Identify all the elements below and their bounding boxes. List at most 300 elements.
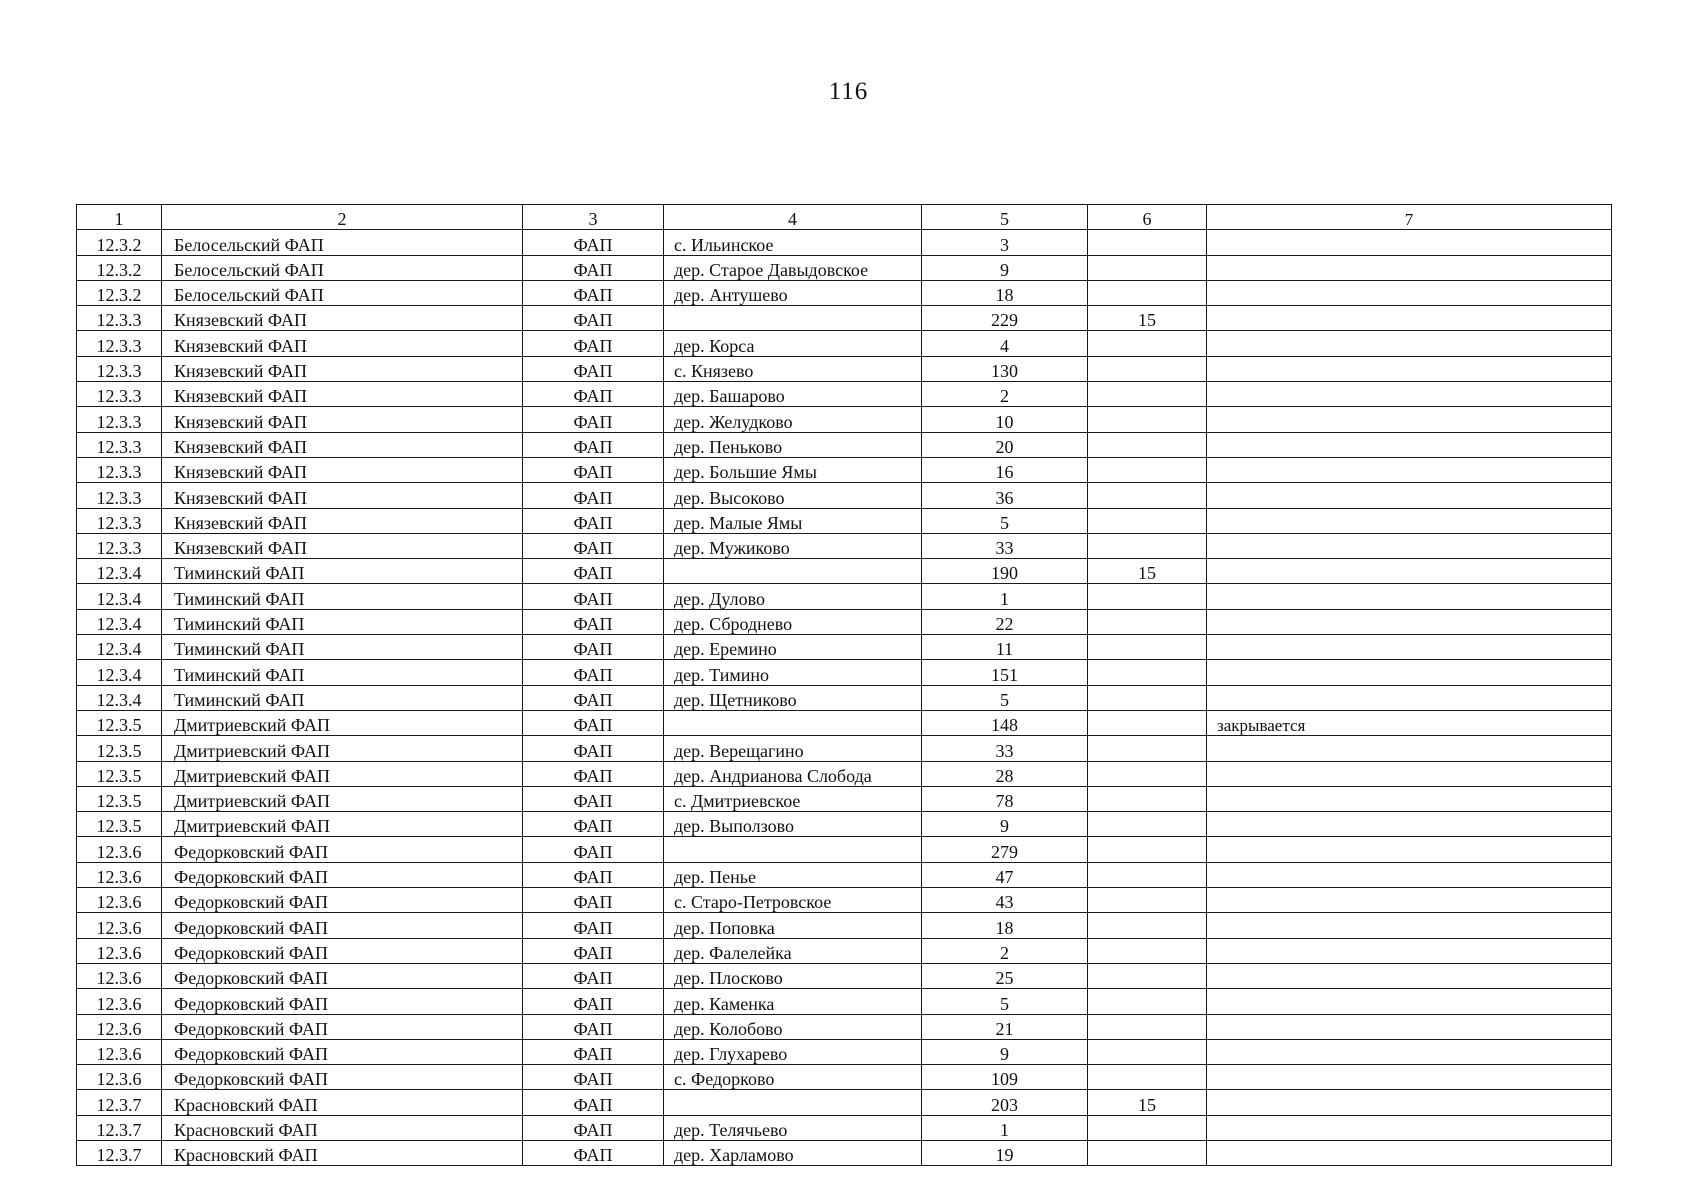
facility-type-cell: ФАП — [523, 533, 664, 558]
population-cell: 130 — [922, 356, 1088, 381]
population-cell: 18 — [922, 913, 1088, 938]
population-cell: 20 — [922, 432, 1088, 457]
column-6-value-cell — [1088, 660, 1207, 685]
facility-type-cell: ФАП — [523, 483, 664, 508]
note-cell — [1207, 938, 1612, 963]
facility-type-cell: ФАП — [523, 837, 664, 862]
row-number-cell: 12.3.6 — [77, 989, 162, 1014]
population-cell: 5 — [922, 508, 1088, 533]
note-cell — [1207, 888, 1612, 913]
row-number-cell: 12.3.6 — [77, 837, 162, 862]
column-6-value-cell — [1088, 584, 1207, 609]
settlement-name-cell: дер. Антушево — [664, 280, 922, 305]
facility-name-cell: Князевский ФАП — [162, 457, 523, 482]
column-header-4: 4 — [664, 205, 922, 230]
settlement-name-cell: с. Старо-Петровское — [664, 888, 922, 913]
facility-type-cell: ФАП — [523, 963, 664, 988]
population-cell: 148 — [922, 710, 1088, 735]
note-cell — [1207, 963, 1612, 988]
facility-type-cell: ФАП — [523, 382, 664, 407]
note-cell — [1207, 837, 1612, 862]
column-6-value-cell — [1088, 938, 1207, 963]
column-6-value-cell — [1088, 1115, 1207, 1140]
note-cell — [1207, 1090, 1612, 1115]
note-cell — [1207, 230, 1612, 255]
facility-name-cell: Красновский ФАП — [162, 1090, 523, 1115]
facility-type-cell: ФАП — [523, 989, 664, 1014]
population-cell: 1 — [922, 1115, 1088, 1140]
facility-name-cell: Дмитриевский ФАП — [162, 736, 523, 761]
note-cell — [1207, 989, 1612, 1014]
column-6-value-cell — [1088, 913, 1207, 938]
facility-name-cell: Князевский ФАП — [162, 306, 523, 331]
facility-name-cell: Князевский ФАП — [162, 382, 523, 407]
settlement-name-cell: дер. Сброднево — [664, 609, 922, 634]
note-cell — [1207, 457, 1612, 482]
row-number-cell: 12.3.3 — [77, 407, 162, 432]
row-number-cell: 12.3.6 — [77, 938, 162, 963]
settlement-name-cell: дер. Дулово — [664, 584, 922, 609]
table-row — [77, 255, 1612, 280]
facility-type-cell: ФАП — [523, 812, 664, 837]
note-cell — [1207, 1140, 1612, 1165]
settlement-name-cell: дер. Плосково — [664, 963, 922, 988]
column-6-value-cell — [1088, 508, 1207, 533]
note-cell — [1207, 685, 1612, 710]
facility-name-cell: Тиминский ФАП — [162, 660, 523, 685]
column-6-value-cell — [1088, 609, 1207, 634]
column-6-value-cell — [1088, 989, 1207, 1014]
row-number-cell: 12.3.4 — [77, 559, 162, 584]
settlement-name-cell: с. Князево — [664, 356, 922, 381]
note-cell — [1207, 635, 1612, 660]
column-6-value-cell — [1088, 862, 1207, 887]
facility-type-cell: ФАП — [523, 508, 664, 533]
settlement-name-cell: дер. Каменка — [664, 989, 922, 1014]
table-row — [77, 888, 1612, 913]
row-number-cell: 12.3.3 — [77, 382, 162, 407]
table-row — [77, 1014, 1612, 1039]
note-cell — [1207, 862, 1612, 887]
note-cell — [1207, 331, 1612, 356]
row-number-cell: 12.3.3 — [77, 432, 162, 457]
facility-type-cell: ФАП — [523, 584, 664, 609]
population-cell: 109 — [922, 1065, 1088, 1090]
facility-type-cell: ФАП — [523, 938, 664, 963]
population-cell: 1 — [922, 584, 1088, 609]
column-6-value-cell — [1088, 407, 1207, 432]
facility-name-cell: Красновский ФАП — [162, 1115, 523, 1140]
settlement-name-cell: дер. Корса — [664, 331, 922, 356]
table-row — [77, 761, 1612, 786]
row-number-cell: 12.3.4 — [77, 584, 162, 609]
table-row — [77, 913, 1612, 938]
settlement-name-cell: дер. Пеньково — [664, 432, 922, 457]
table-row — [77, 432, 1612, 457]
settlement-name-cell: дер. Пенье — [664, 862, 922, 887]
table-row — [77, 280, 1612, 305]
table-row — [77, 710, 1612, 735]
row-number-cell: 12.3.5 — [77, 786, 162, 811]
table-row — [77, 533, 1612, 558]
table-row — [77, 989, 1612, 1014]
table-row — [77, 685, 1612, 710]
settlements-table — [76, 204, 1612, 1166]
column-6-value-cell — [1088, 382, 1207, 407]
facility-type-cell: ФАП — [523, 280, 664, 305]
population-cell: 2 — [922, 938, 1088, 963]
facility-type-cell: ФАП — [523, 306, 664, 331]
settlement-name-cell: с. Дмитриевское — [664, 786, 922, 811]
settlement-name-cell: дер. Тимино — [664, 660, 922, 685]
facility-name-cell: Тиминский ФАП — [162, 685, 523, 710]
row-number-cell: 12.3.6 — [77, 1065, 162, 1090]
column-6-value-cell — [1088, 837, 1207, 862]
row-number-cell: 12.3.6 — [77, 888, 162, 913]
row-number-cell: 12.3.6 — [77, 913, 162, 938]
note-cell — [1207, 761, 1612, 786]
note-cell — [1207, 1039, 1612, 1064]
table-row — [77, 1140, 1612, 1165]
facility-name-cell: Тиминский ФАП — [162, 584, 523, 609]
population-cell: 28 — [922, 761, 1088, 786]
column-6-value-cell — [1088, 685, 1207, 710]
column-6-value-cell — [1088, 533, 1207, 558]
row-number-cell: 12.3.4 — [77, 685, 162, 710]
table-row — [77, 635, 1612, 660]
column-6-value-cell — [1088, 280, 1207, 305]
row-number-cell: 12.3.3 — [77, 508, 162, 533]
facility-type-cell: ФАП — [523, 1090, 664, 1115]
note-cell — [1207, 609, 1612, 634]
column-6-value-cell — [1088, 635, 1207, 660]
column-6-value-cell — [1088, 710, 1207, 735]
column-6-value-cell — [1088, 1014, 1207, 1039]
header-row — [77, 205, 1612, 230]
facility-type-cell: ФАП — [523, 862, 664, 887]
facility-name-cell: Дмитриевский ФАП — [162, 786, 523, 811]
column-6-value-cell — [1088, 736, 1207, 761]
page-number: 116 — [828, 78, 869, 105]
column-header-1: 1 — [77, 205, 162, 230]
facility-name-cell: Федорковский ФАП — [162, 989, 523, 1014]
table-row — [77, 407, 1612, 432]
column-header-3: 3 — [523, 205, 664, 230]
facility-name-cell: Тиминский ФАП — [162, 609, 523, 634]
note-cell — [1207, 508, 1612, 533]
row-number-cell: 12.3.6 — [77, 963, 162, 988]
population-cell: 229 — [922, 306, 1088, 331]
settlement-name-cell: дер. Глухарево — [664, 1039, 922, 1064]
facility-name-cell: Федорковский ФАП — [162, 963, 523, 988]
facility-name-cell: Князевский ФАП — [162, 407, 523, 432]
column-6-value-cell — [1088, 331, 1207, 356]
table-row — [77, 306, 1612, 331]
column-6-value-cell — [1088, 1039, 1207, 1064]
column-header-6: 6 — [1088, 205, 1207, 230]
settlement-name-cell: с. Федорково — [664, 1065, 922, 1090]
facility-name-cell: Тиминский ФАП — [162, 559, 523, 584]
facility-name-cell: Князевский ФАП — [162, 483, 523, 508]
facility-name-cell: Федорковский ФАП — [162, 862, 523, 887]
table-row — [77, 1039, 1612, 1064]
facility-type-cell: ФАП — [523, 710, 664, 735]
note-cell: закрывается — [1207, 710, 1612, 735]
facility-name-cell: Федорковский ФАП — [162, 913, 523, 938]
facility-type-cell: ФАП — [523, 609, 664, 634]
facility-name-cell: Белосельский ФАП — [162, 230, 523, 255]
settlement-name-cell: дер. Колобово — [664, 1014, 922, 1039]
table-row — [77, 457, 1612, 482]
settlement-name-cell: дер. Мужиково — [664, 533, 922, 558]
column-6-value-cell — [1088, 761, 1207, 786]
settlement-name-cell: с. Ильинское — [664, 230, 922, 255]
table-row — [77, 1065, 1612, 1090]
facility-name-cell: Князевский ФАП — [162, 533, 523, 558]
note-cell — [1207, 559, 1612, 584]
facility-name-cell: Дмитриевский ФАП — [162, 710, 523, 735]
facility-name-cell: Федорковский ФАП — [162, 938, 523, 963]
population-cell: 9 — [922, 255, 1088, 280]
column-6-value-cell — [1088, 255, 1207, 280]
table-row — [77, 483, 1612, 508]
row-number-cell: 12.3.6 — [77, 1039, 162, 1064]
note-cell — [1207, 913, 1612, 938]
table-row — [77, 356, 1612, 381]
column-6-value-cell: 15 — [1088, 306, 1207, 331]
population-cell: 5 — [922, 989, 1088, 1014]
facility-type-cell: ФАП — [523, 736, 664, 761]
settlement-name-cell: дер. Большие Ямы — [664, 457, 922, 482]
population-cell: 4 — [922, 331, 1088, 356]
table-row — [77, 938, 1612, 963]
table-row — [77, 331, 1612, 356]
facility-type-cell: ФАП — [523, 1115, 664, 1140]
settlement-name-cell: дер. Старое Давыдовское — [664, 255, 922, 280]
note-cell — [1207, 736, 1612, 761]
table-row — [77, 1115, 1612, 1140]
facility-type-cell: ФАП — [523, 635, 664, 660]
note-cell — [1207, 584, 1612, 609]
facility-name-cell: Красновский ФАП — [162, 1140, 523, 1165]
row-number-cell: 12.3.4 — [77, 635, 162, 660]
note-cell — [1207, 660, 1612, 685]
row-number-cell: 12.3.3 — [77, 356, 162, 381]
population-cell: 33 — [922, 533, 1088, 558]
population-cell: 36 — [922, 483, 1088, 508]
column-6-value-cell — [1088, 888, 1207, 913]
facility-type-cell: ФАП — [523, 1039, 664, 1064]
population-cell: 22 — [922, 609, 1088, 634]
column-6-value-cell: 15 — [1088, 559, 1207, 584]
population-cell: 18 — [922, 280, 1088, 305]
table-row — [77, 230, 1612, 255]
facility-name-cell: Тиминский ФАП — [162, 635, 523, 660]
population-cell: 25 — [922, 963, 1088, 988]
settlement-name-cell: дер. Еремино — [664, 635, 922, 660]
note-cell — [1207, 483, 1612, 508]
facility-name-cell: Федорковский ФАП — [162, 1065, 523, 1090]
facility-type-cell: ФАП — [523, 1065, 664, 1090]
population-cell: 279 — [922, 837, 1088, 862]
row-number-cell: 12.3.6 — [77, 1014, 162, 1039]
note-cell — [1207, 356, 1612, 381]
population-cell: 203 — [922, 1090, 1088, 1115]
facility-name-cell: Князевский ФАП — [162, 432, 523, 457]
facility-type-cell: ФАП — [523, 356, 664, 381]
table-row — [77, 1090, 1612, 1115]
row-number-cell: 12.3.5 — [77, 812, 162, 837]
row-number-cell: 12.3.3 — [77, 533, 162, 558]
row-number-cell: 12.3.3 — [77, 483, 162, 508]
table-body — [77, 230, 1612, 1166]
settlement-name-cell — [664, 559, 922, 584]
population-cell: 2 — [922, 382, 1088, 407]
facility-type-cell: ФАП — [523, 786, 664, 811]
settlement-name-cell: дер. Выползово — [664, 812, 922, 837]
facility-name-cell: Князевский ФАП — [162, 356, 523, 381]
row-number-cell: 12.3.4 — [77, 609, 162, 634]
note-cell — [1207, 382, 1612, 407]
table-row — [77, 508, 1612, 533]
row-number-cell: 12.3.3 — [77, 306, 162, 331]
table-row — [77, 862, 1612, 887]
note-cell — [1207, 255, 1612, 280]
settlement-name-cell: дер. Телячьево — [664, 1115, 922, 1140]
column-6-value-cell — [1088, 230, 1207, 255]
column-header-5: 5 — [922, 205, 1088, 230]
table-row — [77, 837, 1612, 862]
settlement-name-cell: дер. Башарово — [664, 382, 922, 407]
table-row — [77, 559, 1612, 584]
table-row — [77, 963, 1612, 988]
facility-type-cell: ФАП — [523, 888, 664, 913]
row-number-cell: 12.3.5 — [77, 761, 162, 786]
population-cell: 16 — [922, 457, 1088, 482]
population-cell: 5 — [922, 685, 1088, 710]
facility-type-cell: ФАП — [523, 761, 664, 786]
facility-type-cell: ФАП — [523, 407, 664, 432]
row-number-cell: 12.3.3 — [77, 331, 162, 356]
settlement-name-cell: дер. Андрианова Слобода — [664, 761, 922, 786]
facility-type-cell: ФАП — [523, 1014, 664, 1039]
note-cell — [1207, 533, 1612, 558]
table-row — [77, 786, 1612, 811]
settlement-name-cell: дер. Желудково — [664, 407, 922, 432]
population-cell: 78 — [922, 786, 1088, 811]
facility-type-cell: ФАП — [523, 432, 664, 457]
table-row — [77, 660, 1612, 685]
column-6-value-cell — [1088, 483, 1207, 508]
settlement-name-cell — [664, 1090, 922, 1115]
column-6-value-cell — [1088, 1065, 1207, 1090]
facility-name-cell: Федорковский ФАП — [162, 888, 523, 913]
population-cell: 3 — [922, 230, 1088, 255]
column-6-value-cell — [1088, 457, 1207, 482]
population-cell: 190 — [922, 559, 1088, 584]
facility-type-cell: ФАП — [523, 457, 664, 482]
row-number-cell: 12.3.7 — [77, 1090, 162, 1115]
row-number-cell: 12.3.6 — [77, 862, 162, 887]
column-6-value-cell: 15 — [1088, 1090, 1207, 1115]
settlement-name-cell: дер. Малые Ямы — [664, 508, 922, 533]
facility-type-cell: ФАП — [523, 685, 664, 710]
note-cell — [1207, 407, 1612, 432]
note-cell — [1207, 1115, 1612, 1140]
column-6-value-cell — [1088, 1140, 1207, 1165]
column-6-value-cell — [1088, 812, 1207, 837]
facility-type-cell: ФАП — [523, 559, 664, 584]
facility-type-cell: ФАП — [523, 660, 664, 685]
facility-name-cell: Федорковский ФАП — [162, 1039, 523, 1064]
note-cell — [1207, 1014, 1612, 1039]
facility-type-cell: ФАП — [523, 230, 664, 255]
population-cell: 10 — [922, 407, 1088, 432]
table-row — [77, 584, 1612, 609]
row-number-cell: 12.3.2 — [77, 280, 162, 305]
population-cell: 21 — [922, 1014, 1088, 1039]
facility-name-cell: Белосельский ФАП — [162, 280, 523, 305]
row-number-cell: 12.3.7 — [77, 1140, 162, 1165]
facility-name-cell: Князевский ФАП — [162, 508, 523, 533]
table-header — [77, 205, 1612, 230]
settlement-name-cell — [664, 837, 922, 862]
facility-name-cell: Князевский ФАП — [162, 331, 523, 356]
note-cell — [1207, 1065, 1612, 1090]
settlement-name-cell: дер. Фалелейка — [664, 938, 922, 963]
population-cell: 9 — [922, 812, 1088, 837]
table-row — [77, 812, 1612, 837]
column-header-2: 2 — [162, 205, 523, 230]
facility-name-cell: Дмитриевский ФАП — [162, 761, 523, 786]
settlement-name-cell — [664, 306, 922, 331]
population-cell: 19 — [922, 1140, 1088, 1165]
row-number-cell: 12.3.5 — [77, 710, 162, 735]
settlement-name-cell: дер. Высоково — [664, 483, 922, 508]
note-cell — [1207, 786, 1612, 811]
table-row — [77, 736, 1612, 761]
facility-type-cell: ФАП — [523, 1140, 664, 1165]
population-cell: 151 — [922, 660, 1088, 685]
population-cell: 11 — [922, 635, 1088, 660]
facility-name-cell: Федорковский ФАП — [162, 1014, 523, 1039]
population-cell: 33 — [922, 736, 1088, 761]
table-row — [77, 382, 1612, 407]
settlement-name-cell: дер. Верещагино — [664, 736, 922, 761]
column-6-value-cell — [1088, 786, 1207, 811]
column-6-value-cell — [1088, 432, 1207, 457]
facility-name-cell: Федорковский ФАП — [162, 837, 523, 862]
note-cell — [1207, 280, 1612, 305]
settlement-name-cell: дер. Щетниково — [664, 685, 922, 710]
column-header-7: 7 — [1207, 205, 1612, 230]
settlement-name-cell — [664, 710, 922, 735]
population-cell: 47 — [922, 862, 1088, 887]
population-cell: 9 — [922, 1039, 1088, 1064]
row-number-cell: 12.3.3 — [77, 457, 162, 482]
facility-type-cell: ФАП — [523, 913, 664, 938]
row-number-cell: 12.3.4 — [77, 660, 162, 685]
note-cell — [1207, 432, 1612, 457]
facility-name-cell: Белосельский ФАП — [162, 255, 523, 280]
column-6-value-cell — [1088, 356, 1207, 381]
table-row — [77, 609, 1612, 634]
row-number-cell: 12.3.2 — [77, 255, 162, 280]
facility-type-cell: ФАП — [523, 331, 664, 356]
row-number-cell: 12.3.7 — [77, 1115, 162, 1140]
note-cell — [1207, 812, 1612, 837]
row-number-cell: 12.3.2 — [77, 230, 162, 255]
